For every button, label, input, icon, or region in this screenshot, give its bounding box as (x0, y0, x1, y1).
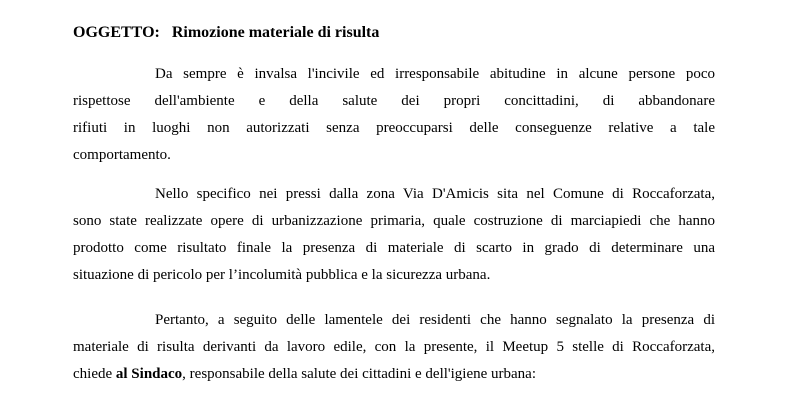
paragraph-line: materiale di risulta derivanti da lavoro edile, con la presente, il Meetup 5 stelle di Roccaforzata, (73, 339, 715, 355)
paragraph-line: comportamento. (73, 147, 171, 163)
paragraph-3 (73, 307, 715, 388)
paragraph-line (73, 361, 715, 388)
request-text-before: chiede (73, 366, 116, 382)
paragraph-1 (73, 61, 715, 169)
paragraph-2 (73, 181, 715, 289)
paragraph-line: Da sempre è invalsa l'incivile ed irresponsabile abitudine in alcune persone poco (155, 66, 715, 82)
paragraph-line: rispettose dell'ambiente e della salute dei propri concittadini, di abbandonare (73, 93, 715, 109)
subject-label: OGGETTO: (73, 24, 160, 41)
paragraph-line: situazione di pericolo per l’incolumità pubblica e la sicurezza urbana. (73, 267, 491, 283)
paragraph-line: rifiuti in luoghi non autorizzati senza preoccuparsi delle conseguenze relative a tale (73, 120, 715, 136)
paragraph-line: Pertanto, a seguito delle lamentele dei residenti che hanno segnalato la presenza di (155, 312, 715, 328)
paragraph-line: sono state realizzate opere di urbanizzazione primaria, quale costruzione di marciapiedi che hanno (73, 213, 715, 229)
request-text-after: , responsabile della salute dei cittadini e dell'igiene urbana: (182, 366, 536, 382)
addressee-bold: al Sindaco (115, 366, 183, 382)
paragraph-line: prodotto come risultato finale la presenza di materiale di scarto in grado di determinare una (73, 240, 715, 256)
subject-title: Rimozione materiale di risulta (171, 24, 380, 41)
paragraph-line: Nello specifico nei pressi dalla zona Via D'Amicis sita nel Comune di Roccaforzata, (155, 186, 715, 202)
subject-heading (73, 24, 379, 42)
